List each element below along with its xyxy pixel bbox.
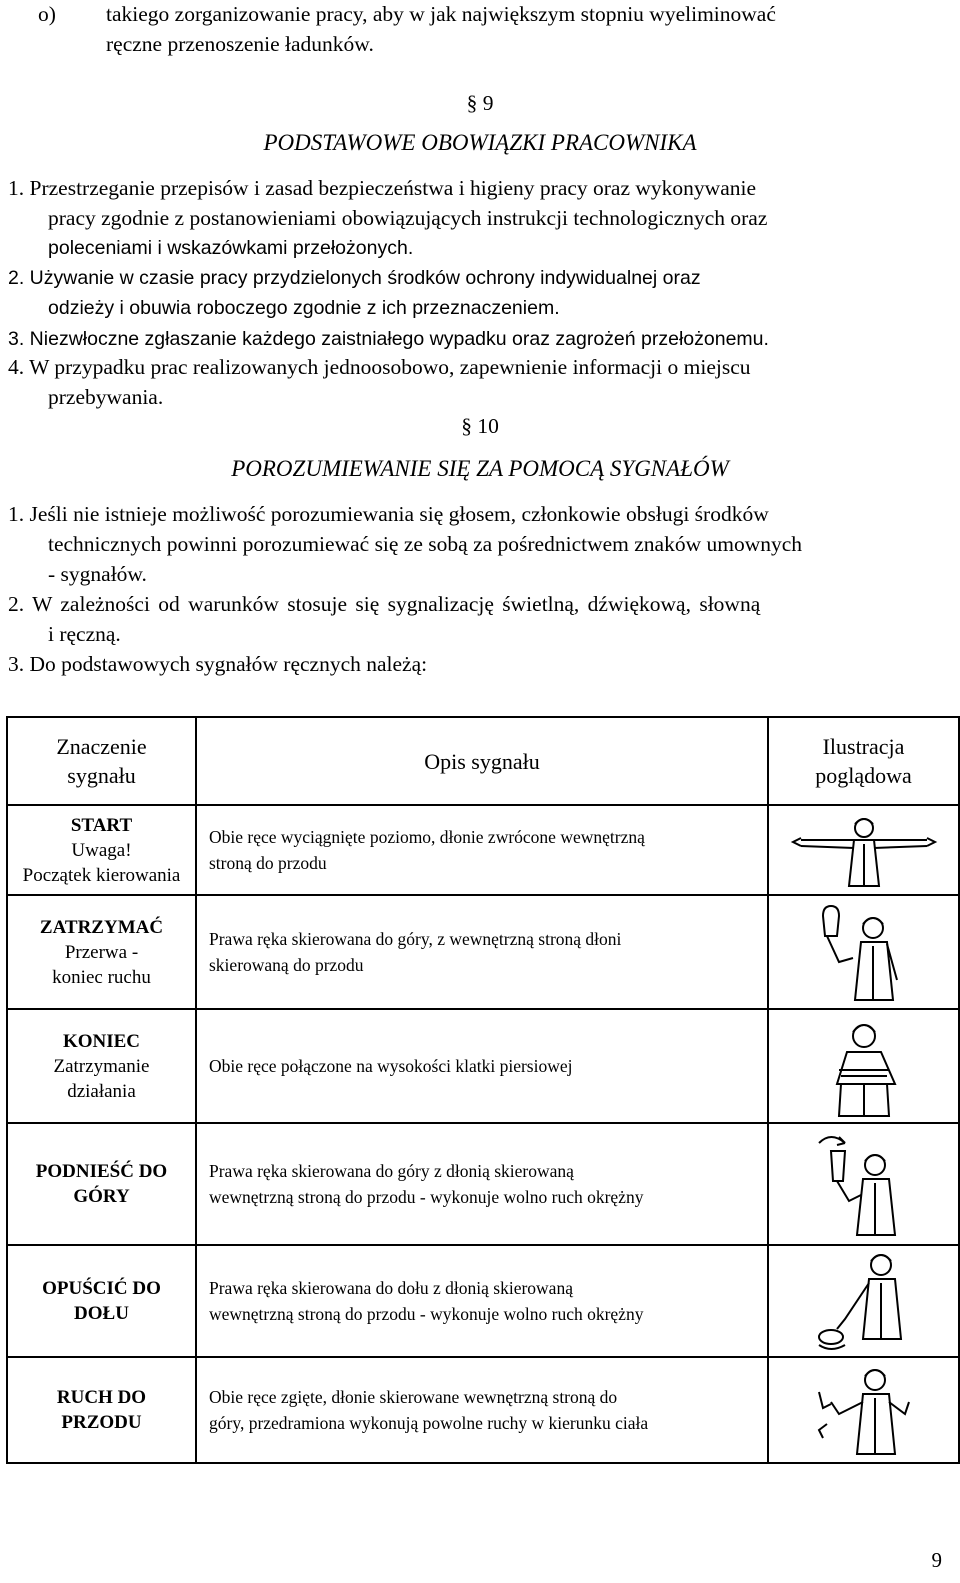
signal-name-cell xyxy=(7,1123,196,1245)
signal-subtitle: działania xyxy=(67,1080,136,1102)
table-row xyxy=(7,1009,959,1123)
signal-description: Prawa ręka skierowana do góry, z wewnętrzną stroną dłoni xyxy=(209,929,622,949)
header-col1-line1: Znaczenie xyxy=(56,734,147,759)
s9-p4-line1: 4. W przypadku prac realizowanych jednoosobowo, zapewnienie informacji o miejscu xyxy=(8,355,751,379)
header-col1-line2: sygnału xyxy=(67,763,136,788)
header-signal-description xyxy=(196,717,768,805)
signal-name: GÓRY xyxy=(73,1186,130,1207)
s10-p2-line2: i ręczną. xyxy=(48,622,121,646)
stop-signal-illustration xyxy=(809,900,919,1004)
section-10-number: § 10 xyxy=(461,414,499,438)
s9-p2-line1: 2. Używanie w czasie pracy przydzielonych środków ochrony indywidualnej oraz xyxy=(8,267,701,289)
page-number: 9 xyxy=(931,1548,942,1572)
signal-name: KONIEC xyxy=(62,1030,141,1052)
signal-name: START xyxy=(70,814,133,836)
list-marker-o: o) xyxy=(38,2,56,26)
end-signal-illustration xyxy=(809,1014,919,1118)
signal-name: RUCH DO xyxy=(56,1387,147,1408)
s9-p2-line2: odzieży i obuwia roboczego zgodnie z ich przeznaczeniem. xyxy=(48,297,560,319)
signal-description: Obie ręce zgięte, dłonie skierowane wewnętrzną stroną do xyxy=(209,1387,618,1407)
signal-description: Prawa ręka skierowana do dołu z dłonią skierowaną xyxy=(209,1278,573,1298)
signal-illustration-cell xyxy=(768,1009,959,1123)
start-signal-illustration xyxy=(789,810,939,890)
signal-description: skierowaną do przodu xyxy=(209,955,364,975)
signal-name-cell xyxy=(7,1357,196,1463)
header-illustration xyxy=(768,717,959,805)
signal-description: Obie ręce wyciągnięte poziomo, dłonie zwrócone wewnętrzną xyxy=(209,827,645,847)
signal-description: góry, przedramiona wykonują powolne ruchy w kierunku ciała xyxy=(209,1413,649,1433)
signal-subtitle: Początek kierowania xyxy=(22,864,181,886)
signal-illustration-cell xyxy=(768,1245,959,1357)
s9-p4-line2: przebywania. xyxy=(48,385,164,409)
signal-subtitle: Uwaga! xyxy=(71,839,132,861)
table-row xyxy=(7,1245,959,1357)
signal-description: wewnętrzną stroną do przodu - wykonuje wolno ruch okrężny xyxy=(209,1187,644,1207)
item-o-line1: takiego zorganizowanie pracy, aby w jak największym stopniu wyeliminować xyxy=(106,2,776,26)
signal-subtitle: Przerwa - xyxy=(64,941,139,963)
section-9-title: PODSTAWOWE OBOWIĄZKI PRACOWNIKA xyxy=(263,130,697,155)
s10-p2-line1: 2. W zależności od warunków stosuje się sygnalizację świetlną, dźwiękową, słowną xyxy=(8,592,761,616)
signal-name: DOŁU xyxy=(74,1303,129,1324)
s10-p3-line1: 3. Do podstawowych sygnałów ręcznych należą: xyxy=(8,652,428,676)
signal-name: PODNIEŚĆ DO xyxy=(35,1161,168,1182)
signal-name-cell xyxy=(7,1245,196,1357)
item-o-line2: ręczne przenoszenie ładunków. xyxy=(106,32,374,56)
s9-p1-line2: pracy zgodnie z postanowieniami obowiązujących instrukcji technologicznych oraz xyxy=(48,206,768,230)
hand-signals-table xyxy=(6,716,960,1464)
signal-illustration-cell xyxy=(768,1123,959,1245)
header-col3-line2: poglądowa xyxy=(815,763,912,788)
header-col2: Opis sygnału xyxy=(424,748,540,774)
lower-signal-illustration xyxy=(809,1249,919,1353)
signal-name: OPUŚCIĆ DO xyxy=(42,1278,161,1299)
forward-signal-illustration xyxy=(809,1362,919,1458)
signal-description: stroną do przodu xyxy=(209,853,327,873)
table-row xyxy=(7,895,959,1009)
signal-illustration-cell xyxy=(768,805,959,895)
signal-description: Prawa ręka skierowana do góry z dłonią skierowaną xyxy=(209,1161,574,1181)
s10-p1-line2: technicznych powinni porozumiewać się ze sobą za pośrednictwem znaków umownych xyxy=(48,532,803,556)
header-signal-meaning xyxy=(7,717,196,805)
signal-illustration-cell xyxy=(768,895,959,1009)
signal-description-cell xyxy=(196,1009,768,1123)
section-10-title: POROZUMIEWANIE SIĘ ZA POMOCĄ SYGNAŁÓW xyxy=(231,456,729,481)
s10-p1-line1: 1. Jeśli nie istnieje możliwość porozumiewania się głosem, członkowie obsługi środków xyxy=(8,502,769,526)
table-row xyxy=(7,1123,959,1245)
table-header-row xyxy=(7,717,959,805)
signal-name: ZATRZYMAĆ xyxy=(39,916,164,938)
signal-subtitle: koniec ruchu xyxy=(52,966,151,988)
signal-description-cell xyxy=(196,1245,768,1357)
table-row xyxy=(7,805,959,895)
s9-p1-line1: 1. Przestrzeganie przepisów i zasad bezpieczeństwa i higieny pracy oraz wykonywanie xyxy=(8,176,757,200)
s9-p1-line3: poleceniami i wskazówkami przełożonych. xyxy=(48,237,414,259)
signal-description-cell xyxy=(196,895,768,1009)
signal-illustration-cell xyxy=(768,1357,959,1463)
s9-p3-line1: 3. Niezwłoczne zgłaszanie każdego zaistniałego wypadku oraz zagrożeń przełożonemu. xyxy=(8,328,769,350)
header-col3-line1: Ilustracja xyxy=(822,734,905,759)
signal-description-cell xyxy=(196,805,768,895)
section-9-number: § 9 xyxy=(466,91,494,115)
signal-description-cell xyxy=(196,1123,768,1245)
signal-description: Obie ręce połączone na wysokości klatki piersiowej xyxy=(209,1056,573,1076)
signal-subtitle: Zatrzymanie xyxy=(53,1055,150,1077)
signal-description-cell xyxy=(196,1357,768,1463)
raise-signal-illustration xyxy=(809,1129,919,1239)
s10-p1-line3: - sygnałów. xyxy=(48,562,147,586)
signal-name-cell xyxy=(7,895,196,1009)
signal-name-cell xyxy=(7,805,196,895)
signal-name-cell xyxy=(7,1009,196,1123)
signal-description: wewnętrzną stroną do przodu - wykonuje wolno ruch okrężny xyxy=(209,1304,644,1324)
signal-name: PRZODU xyxy=(61,1412,142,1433)
table-row xyxy=(7,1357,959,1463)
